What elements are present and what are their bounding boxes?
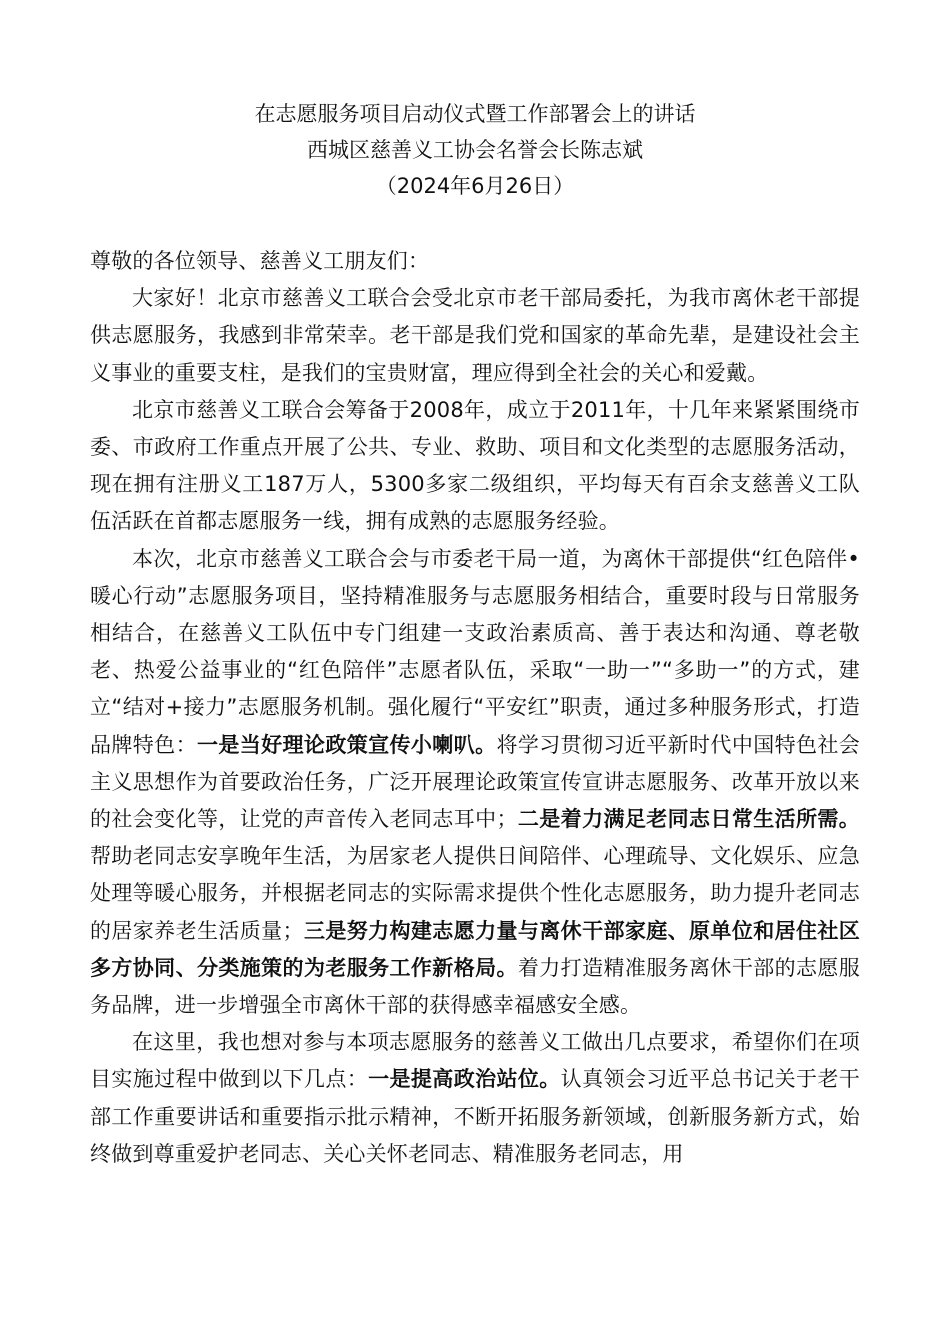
speech-title: 在志愿服务项目启动仪式暨工作部署会上的讲话 (254, 102, 696, 126)
point-three-heading: 三是努力构建志愿力量与离休干部家庭、原单位和居住社区多方协同、分类施策的为老服务工作新格局。 (90, 918, 860, 980)
project-text-2: 将学习贯彻习近平新时代中国特色社会主义思想作为首要政治任务，广泛开展理论政策宣传宣讲志愿服务、改革开放以来的社会变化等，让党的声音传入老同志耳中； (90, 732, 860, 832)
speech-body (90, 243, 860, 1173)
paragraph-greeting: 大家好！北京市慈善义工联合会受北京市老干部局委托，为我市离休老干部提供志愿服务，我感到非常荣幸。老干部是我们党和国家的革命先辈，是建设社会主义事业的重要支柱，是我们的宝贵财富，理应得到全社会的关心和爱戴。 (90, 286, 860, 385)
paragraph-requirements (90, 1024, 860, 1173)
point-two-heading: 二是着力满足老同志日常生活所需。 (517, 807, 861, 832)
requirements-text-2: 认真领会习近平总书记关于老干部工作重要讲话和重要指示批示精神，不断开拓服务新领域，创新服务新方式，始终做到尊重爱护老同志、关心关怀老同志、精准服务老同志，用 (90, 1067, 860, 1166)
speaker-line: 西城区慈善义工协会名誉会长陈志斌 (307, 138, 643, 162)
point-one-heading: 一是当好理论政策宣传小喇叭。 (196, 732, 497, 757)
project-text-4: 着力打造精准服务离休干部的志愿服务品牌，进一步增强全市离休干部的获得感幸福感安全感。 (90, 955, 861, 1018)
salutation: 尊敬的各位领导、慈善义工朋友们： (90, 249, 430, 273)
paragraph-project-description (90, 541, 860, 1025)
requirements-text-1: 在这里，我也想对参与本项志愿服务的慈善义工做出几点要求，希望你们在项目实施过程中做到以下几点： (90, 1030, 860, 1092)
paragraph-organization-intro: 北京市慈善义工联合会筹备于2008年，成立于2011年，十几年来紧紧围绕市委、市政府工作重点开展了公共、专业、救助、项目和文化类型的志愿服务活动，现在拥有注册义工187万人，5300多家二级组织，平均每天有百余支慈善义工队伍活跃在首都志愿服务一线，拥有成熟的志愿服务经验。 (90, 397, 860, 534)
speech-date: （2024年6月26日） (375, 174, 575, 198)
requirement-one-heading: 一是提高政治站位。 (368, 1067, 561, 1092)
project-text-3: 帮助老同志安享晚年生活，为居家老人提供日间陪伴、心理疏导、文化娱乐、应急处理等暖心服务，并根据老同志的实际需求提供个性化志愿服务，助力提升老同志的居家养老生活质量； (90, 844, 860, 943)
project-text-1: 本次，北京市慈善义工联合会与市委老干局一道，为离休干部提供“红色陪伴•暖心行动”志愿服务项目，坚持精准服务与志愿服务相结合，重要时段与日常服务相结合，在慈善义工队伍中专门组建一支政治素质高、善于表达和沟通、尊老敬老、热爱公益事业的“红色陪伴”志愿者队伍，采取“一助一”“多助一”的方式，建立“结对+接力”志愿服务机制。强化履行“平安红”职责，通过多种服务形式，打造品牌特色： (90, 546, 860, 757)
